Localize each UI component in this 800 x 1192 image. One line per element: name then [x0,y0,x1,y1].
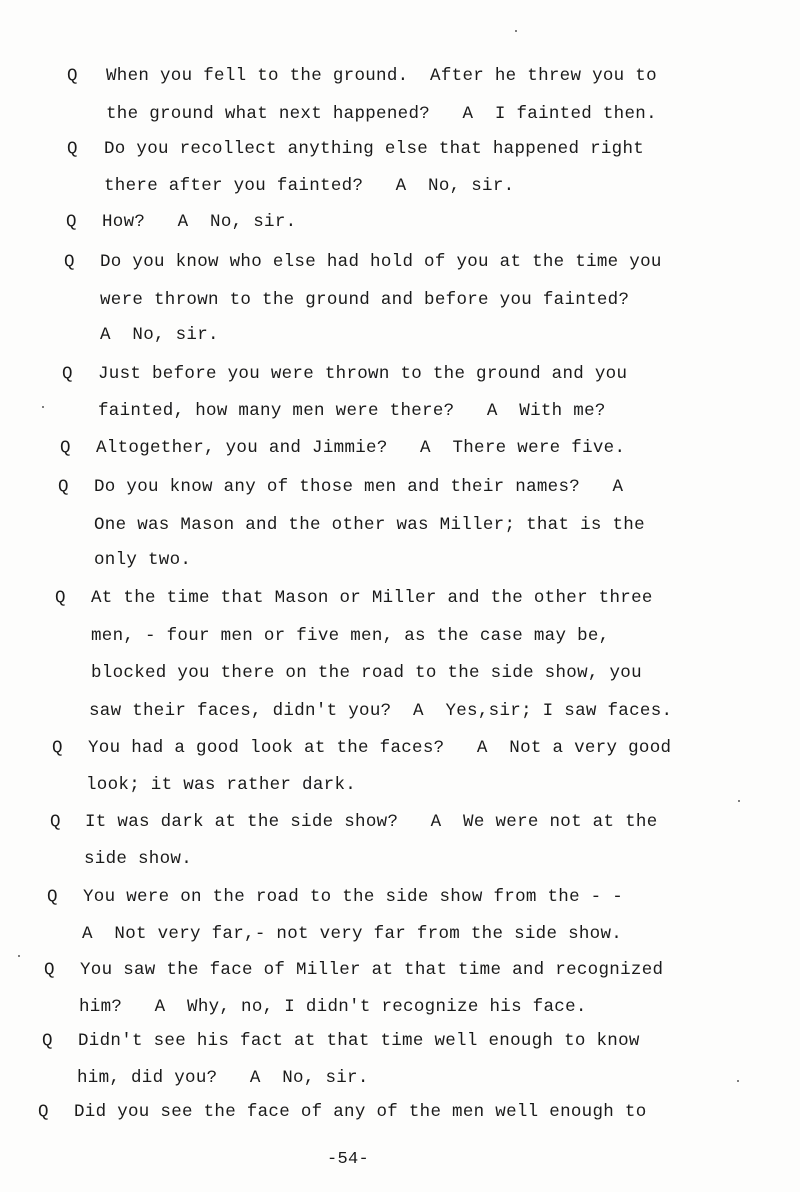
question-marker: Q [67,139,78,159]
entry-line: One was Mason and the other was Miller; that is the [94,515,645,535]
entry-line: only two. [94,550,192,570]
entry-line: Altogether, you and Jimmie? A There were five. [96,438,626,458]
scan-speck [18,955,20,957]
entry-line: Do you recollect anything else that happened right [104,139,645,159]
entry-line: side show. [84,849,193,869]
scan-speck [737,1080,739,1082]
entry-line: him? A Why, no, I didn't recognize his face. [79,997,587,1017]
entry-line: You were on the road to the side show from the - - [83,887,624,907]
entry-line: Do you know who else had hold of you at the time you [100,252,662,272]
entry-line: fainted, how many men were there? A With me? [98,401,606,421]
question-marker: Q [50,812,61,832]
entry-line: It was dark at the side show? A We were not at the [85,812,658,832]
question-marker: Q [52,738,63,758]
entry-line: When you fell to the ground. After he threw you to [106,66,657,86]
question-marker: Q [55,588,66,608]
scan-speck [42,406,44,408]
question-marker: Q [38,1102,49,1122]
question-marker: Q [58,477,69,497]
question-marker: Q [60,438,71,458]
question-marker: Q [67,66,78,86]
entry-line: Didn't see his fact at that time well enough to know [78,1031,640,1051]
entry-line: men, - four men or five men, as the case may be, [91,626,610,646]
entry-line: were thrown to the ground and before you fainted? [100,290,630,310]
scan-speck [515,30,517,32]
entry-line: look; it was rather dark. [86,775,357,795]
entry-line: You saw the face of Miller at that time and recognized [80,960,664,980]
entry-line: blocked you there on the road to the side show, you [91,663,642,683]
entry-line: saw their faces, didn't you? A Yes,sir; I saw faces. [89,701,673,721]
entry-line: You had a good look at the faces? A Not a very good [88,738,672,758]
page-number: -54- [327,1150,370,1169]
entry-line: the ground what next happened? A I fainted then. [106,104,657,124]
entry-line: Did you see the face of any of the men well enough to [74,1102,647,1122]
entry-line: Do you know any of those men and their names? A [94,477,624,497]
question-marker: Q [42,1031,53,1051]
question-marker: Q [66,212,77,232]
question-marker: Q [44,960,55,980]
question-marker: Q [47,887,58,907]
entry-line: A Not very far,- not very far from the side show. [82,924,623,944]
entry-line: there after you fainted? A No, sir. [104,176,515,196]
question-marker: Q [64,252,75,272]
question-marker: Q [62,364,73,384]
entry-line: At the time that Mason or Miller and the other three [91,588,653,608]
scan-speck [738,800,740,802]
entry-line: him, did you? A No, sir. [77,1068,369,1088]
entry-line: A No, sir. [100,325,219,345]
entry-line: How? A No, sir. [102,212,297,232]
entry-line: Just before you were thrown to the ground and you [98,364,628,384]
